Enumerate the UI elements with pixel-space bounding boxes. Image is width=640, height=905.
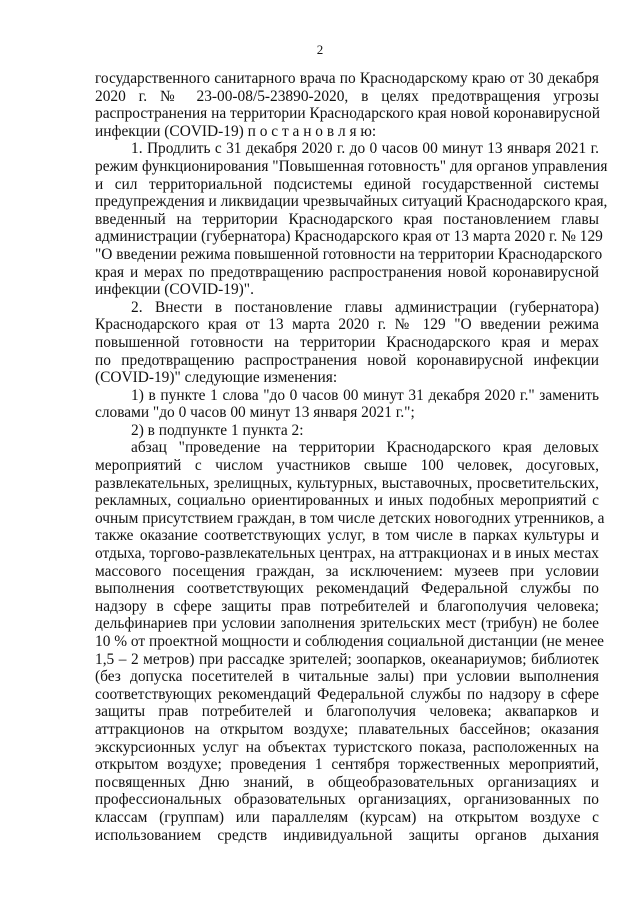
text-line: 1. Продлить с 31 декабря 2020 г. до 0 часов 00 минут 13 января 2021 г. xyxy=(131,140,599,158)
text-line: аттракционов на открытом воздухе; плавательных бассейнов; оказания xyxy=(95,720,599,738)
text-line: инфекции (COVID-19)". xyxy=(95,281,254,299)
document-body xyxy=(95,70,608,844)
text-line: распространения на территории Краснодарского края новой коронавирусной xyxy=(95,105,600,123)
text-line: очным присутствием граждан, в том числе детских новогодних утренников, а xyxy=(95,509,605,527)
text-line: администрации (губернатора) Краснодарского края от 13 марта 2020 г. № 129 xyxy=(95,228,603,246)
text-line: 2) в подпункте 1 пункта 2: xyxy=(131,421,304,439)
text-line: (без допуска посетителей в читальные залы) при условии выполнения xyxy=(95,668,599,686)
text-line: открытом воздухе; проведения 1 сентября торжественных мероприятий, xyxy=(95,756,599,774)
text-line: 1,5 – 2 метров) при рассадке зрителей; зоопарков, океанариумов; библиотек xyxy=(95,650,599,668)
text-line: (COVID-19)" следующие изменения: xyxy=(95,369,338,387)
text-line: мероприятий с числом участников свыше 100 человек, досуговых, xyxy=(95,457,599,475)
text-line: 2020 г. № 23-00-08/5-23890-2020, в целях предотвращения угрозы xyxy=(95,87,599,105)
text-line: абзац "проведение на территории Краснодарского края деловых xyxy=(131,439,599,457)
text-line: экскурсионных услуг на объектах туристского показа, расположенных на xyxy=(95,738,599,756)
text-line: 10 % от проектной мощности и соблюдения социальной дистанции (не менее xyxy=(95,633,605,650)
text-line: и сил территориальной подсистемы единой государственной системы xyxy=(95,175,599,193)
text-line: выполнения соответствующих рекомендаций Федеральной службы по xyxy=(95,580,599,598)
text-line: инфекции (COVID-19) п о с т а н о в л я ю: xyxy=(95,122,377,140)
text-line: повышенной готовности на территории Краснодарского края и мерах xyxy=(95,333,599,351)
text-line: надзору в сфере защиты прав потребителей и благополучия человека; xyxy=(95,597,599,615)
text-line: рекламных, социально ориентированных и иных подобных мероприятий с xyxy=(95,492,599,510)
text-line: массового посещения граждан, за исключением: музеев при условии xyxy=(95,562,599,580)
text-line: 1) в пункте 1 слова "до 0 часов 00 минут 31 декабря 2020 г." заменить xyxy=(131,386,599,404)
text-line: соответствующих рекомендаций Федеральной службы по надзору в сфере xyxy=(95,685,599,703)
text-line: также оказание соответствующих услуг, в том числе в парках культуры и xyxy=(95,527,599,545)
text-line: защиты прав потребителей и благополучия человека; аквапарков и xyxy=(95,703,599,721)
text-line: Краснодарского края от 13 марта 2020 г. № 129 "О введении режима xyxy=(95,316,599,334)
text-line: профессиональных образовательных организациях, организованных по xyxy=(95,791,599,809)
text-line: края и мерах по предотвращению распространения новой коронавирусной xyxy=(95,263,599,281)
text-line: словами "до 0 часов 00 минут 13 января 2021 г."; xyxy=(95,404,415,422)
text-line: классам (группам) или параллелям (курсам) на открытом воздухе с xyxy=(95,808,599,826)
text-line: предупреждения и ликвидации чрезвычайных ситуаций Краснодарского края, xyxy=(95,193,608,211)
text-line: дельфинариев при условии заполнения зрительских мест (трибун) не более xyxy=(95,615,599,633)
text-line: посвященных Дню знаний, в общеобразовательных организациях и xyxy=(95,773,599,791)
page-number: 2 xyxy=(316,42,324,57)
text-line: введенный на территории Краснодарского края постановлением главы xyxy=(95,210,599,228)
text-line: режим функционирования "Повышенная готовность" для органов управления xyxy=(95,157,608,175)
text-line: "О введении режима повышенной готовности на территории Краснодарского xyxy=(95,245,603,263)
text-line: 2. Внести в постановление главы администрации (губернатора) xyxy=(131,298,599,316)
text-line: развлекательных, зрелищных, культурных, выставочных, просветительских, xyxy=(95,474,599,492)
text-line: отдыха, торгово-развлекательных центрах, на аттракционах и в иных местах xyxy=(95,545,599,563)
text-line: использованием средств индивидуальной защиты органов дыхания xyxy=(95,826,599,844)
text-line: государственного санитарного врача по Краснодарскому краю от 30 декабря xyxy=(95,70,599,87)
text-line: по предотвращению распространения новой коронавирусной инфекции xyxy=(95,351,599,369)
